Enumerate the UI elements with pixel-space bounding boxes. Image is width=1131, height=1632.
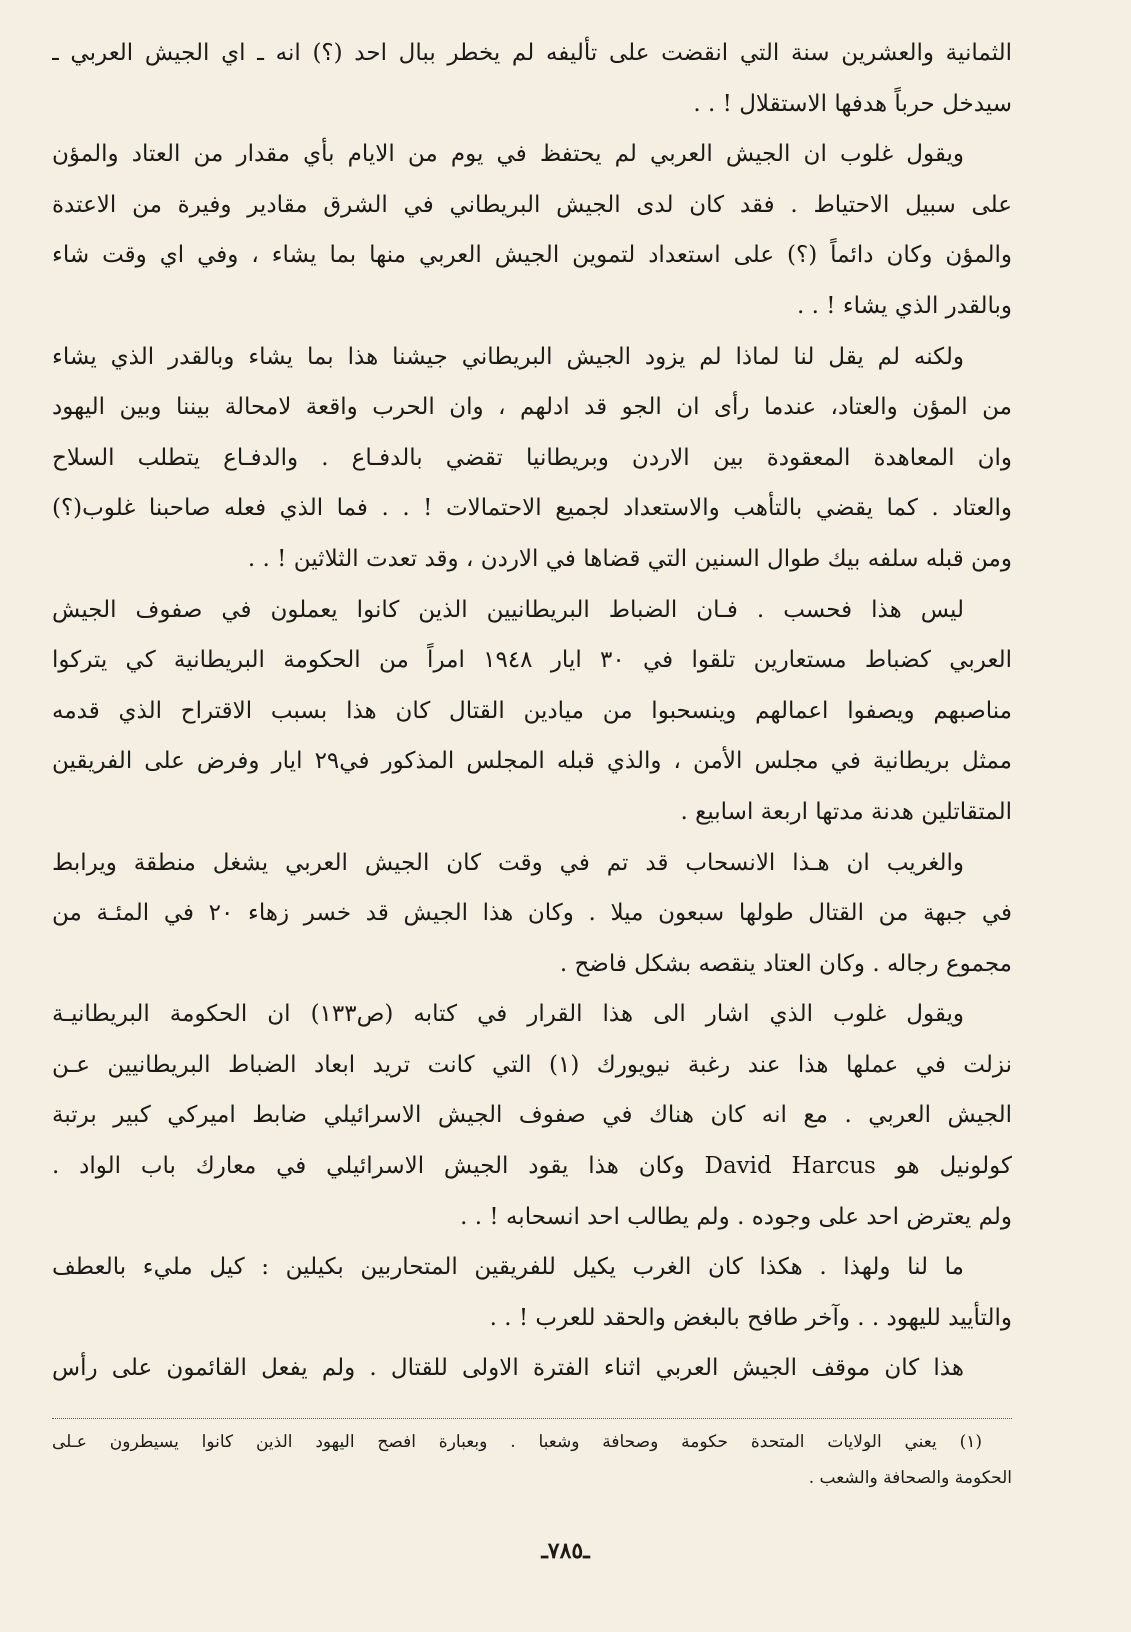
text-line: الجيش العربي . مع انه كان هناك في صفوف الجيش الاسرائيلي ضابط اميركي كبير برتبة bbox=[52, 1102, 1012, 1129]
text-line: في جبهة من القتال طولها سبعون ميلا . وكان هذا الجيش قد خسر زهاء ٢٠ في المئـة من bbox=[52, 900, 1012, 927]
paragraph bbox=[52, 332, 1012, 585]
footnote bbox=[52, 1424, 1012, 1496]
text-line: ومن قبله سلفه بيك طوال السنين التي قضاها في الاردن ، وقد تعدت الثلاثين ! . . bbox=[247, 545, 1012, 572]
text-line: الثمانية والعشرين سنة التي انقضت على تأليفه لم يخطر ببال احد (؟) انه ـ اي الجيش العربي ـ bbox=[52, 40, 1012, 66]
text-line: من المؤن والعتاد، عندما رأى ان الجو قد ادلهم ، وان الحرب واقعة لامحالة بيننا وبين اليهود bbox=[52, 394, 1012, 421]
paragraph bbox=[52, 989, 1012, 1242]
footnote-line: (١) يعني الولايات المتحدة حكومة وصحافة وشعبا . وبعبارة افصح اليهود الذين كانوا يسيطرون عـلى bbox=[52, 1432, 982, 1452]
paragraph bbox=[52, 1242, 1012, 1343]
text-line: والمؤن وكان دائماً (؟) على استعداد لتموين الجيش العربي منها بما يشاء ، وفي اي وقت شاء bbox=[52, 242, 1012, 269]
paragraph bbox=[52, 129, 1012, 331]
text-line: ويقول غلوب ان الجيش العربي لم يحتفظ في يوم من الايام بأي مقدار من العتاد والمؤن bbox=[52, 141, 964, 168]
text-line: وبالقدر الذي يشاء ! . . bbox=[797, 292, 1012, 319]
paragraph bbox=[52, 1343, 1012, 1394]
text-line: المتقاتلين هدنة مدتها اربعة اسابيع . bbox=[680, 798, 1012, 825]
text-line: مجموع رجاله . وكان العتاد ينقصه بشكل فاضح . bbox=[559, 950, 1012, 977]
text-line: على سبيل الاحتياط . فقد كان لدى الجيش البريطاني في الشرق مقادير وفيرة من الاعتدة bbox=[52, 191, 1012, 218]
text-line: العربي كضباط مستعارين تلقوا في ٣٠ ايار ١٩٤٨ امراً من الحكومة البريطانية كي يتركوا bbox=[52, 647, 1012, 674]
text-line: وان المعاهدة المعقودة بين الاردن وبريطانيا تقضي بالدفـاع . والدفـاع يتطلب السلاح bbox=[52, 444, 1012, 471]
text-line: سيدخل حرباً هدفها الاستقلال ! . . bbox=[693, 90, 1012, 117]
footnote-separator bbox=[52, 1418, 1012, 1419]
footnote-line: الحكومة والصحافة والشعب . bbox=[808, 1468, 1012, 1488]
page-number: ـ٧٨٥ـ bbox=[541, 1538, 590, 1564]
text-line: ولكنه لم يقل لنا لماذا لم يزود الجيش البريطاني جيشنا هذا بما يشاء وبالقدر الذي يشاء bbox=[52, 343, 964, 370]
text-line: ولم يعترض احد على وجوده . ولم يطالب احد انسحابه ! . . bbox=[460, 1203, 1012, 1230]
text-line: ليس هذا فحسب . فـان الضباط البريطانيين الذين كانوا يعملون في صفوف الجيش bbox=[52, 596, 964, 623]
text-line: نزلت في عملها هذا عند رغبة نيويورك (١) التي كانت تريد ابعاد الضباط البريطانيين عـن bbox=[52, 1051, 1012, 1078]
text-line: والعتاد . كما يقضي بالتأهب والاستعداد لجميع الاحتمالات ! . . فما الذي فعله صاحبنا غلوب(؟) bbox=[52, 495, 1012, 522]
text-line: والتأييد لليهود . . وآخر طافح بالبغض والحقد للعرب ! . . bbox=[489, 1304, 1012, 1331]
text-line: كولونيل هو David Harcus وكان هذا يقود الجيش الاسرائيلي في معارك باب الواد . bbox=[52, 1153, 1012, 1180]
paragraph bbox=[52, 28, 1012, 129]
text-line: ويقول غلوب الذي اشار الى هذا القرار في كتابه (ص١٣٣) ان الحكومة البريطانيـة bbox=[52, 1001, 964, 1028]
text-line: والغريب ان هـذا الانسحاب قد تم في وقت كان الجيش العربي يشغل منطقة ويرابط bbox=[52, 849, 964, 876]
text-line: هذا كان موقف الجيش العربي اثناء الفترة الاولى للقتال . ولم يفعل القائمون على رأس bbox=[52, 1355, 964, 1382]
text-line: مناصبهم ويصفوا اعمالهم وينسحبوا من ميادين القتال كان هذا بسبب الاقتراح الذي قدمه bbox=[52, 697, 1012, 724]
paragraph bbox=[52, 585, 1012, 838]
page-body bbox=[52, 28, 1012, 1394]
text-line: ما لنا ولهذا . هكذا كان الغرب يكيل للفريقين المتحاربين بكيلين : كيل مليء بالعطف bbox=[52, 1254, 964, 1281]
text-line: ممثل بريطانية في مجلس الأمن ، والذي قبله المجلس المذكور في٢٩ ايار وفرض على الفريقين bbox=[52, 748, 1012, 775]
paragraph bbox=[52, 838, 1012, 990]
